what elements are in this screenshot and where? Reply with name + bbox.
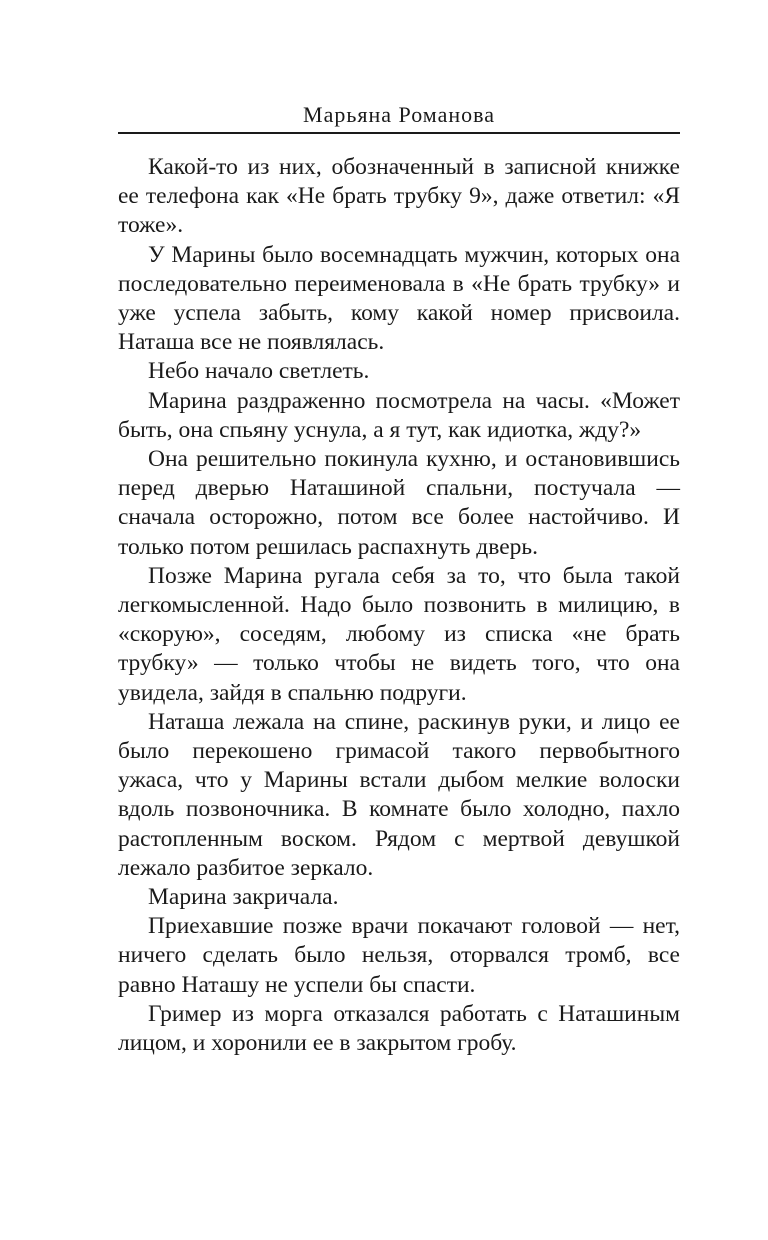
running-head-author: Марьяна Романова: [303, 102, 495, 127]
paragraph: Наташа лежала на спине, раскинув руки, и лицо ее было перекошено гримасой такого первобытного ужаса, что у Марины встали дыбом мелкие волоски вдоль позвоночника. В комнате было холодно, пахло растопленным воском. Рядом с мертвой девушкой лежало разбитое зеркало.: [118, 708, 680, 881]
paragraph: Гример из морга отказался работать с Наташиным лицом, и хоронили ее в закрытом гробу.: [118, 1000, 680, 1057]
paragraph: У Марины было восемнадцать мужчин, которых она последовательно переименовала в «Не брать трубку» и уже успела забыть, кому какой номер присвоила. Наташа все не появлялась.: [118, 241, 680, 356]
body-text: [118, 153, 680, 1058]
paragraph: Она решительно покинула кухню, и остановившись перед дверью Наташиной спальни, постучала — сначала осторожно, потом все более настойчиво. И только потом решилась распахнуть дверь.: [118, 446, 680, 560]
paragraph: Позже Марина ругала себя за то, что была такой легкомысленной. Надо было позвонить в милицию, в «скорую», соседям, любому из списка «не брать трубку» — только чтобы не видеть того, что она увидела, зайдя в спальню подруги.: [118, 562, 680, 706]
paragraph: Приехавшие позже врачи покачают головой — нет, ничего сделать было нельзя, оторвался тромб, все равно Наташу не успели бы спасти.: [118, 913, 680, 998]
paragraph: Какой-то из них, обозначенный в записной книжке ее телефона как «Не брать трубку 9», даже ответил: «Я тоже».: [118, 154, 680, 239]
paragraph: Небо начало светлеть.: [148, 358, 370, 385]
header-rule: [118, 132, 680, 134]
paragraph: Марина закричала.: [148, 884, 339, 911]
paragraph: Марина раздраженно посмотрела на часы. «Может быть, она спьяну уснула, а я тут, как идиотка, жду?»: [118, 387, 680, 443]
